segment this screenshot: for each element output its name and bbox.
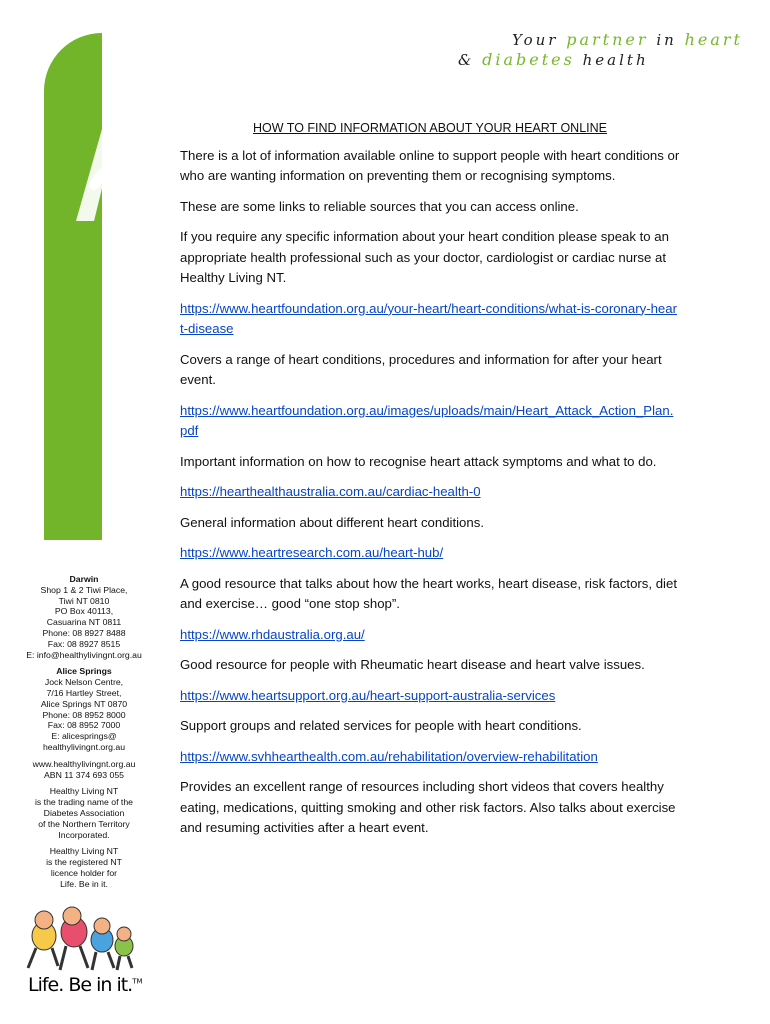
licence-line: licence holder for bbox=[50, 867, 118, 878]
family-mascot-icon bbox=[22, 906, 137, 978]
darwin-line: PO Box 40113, bbox=[54, 606, 114, 617]
licence-line: Life. Be in it. bbox=[60, 878, 108, 889]
tagline-your: Your bbox=[512, 31, 559, 49]
resource-link-heart-attack-plan[interactable]: https://www.heartfoundation.org.au/images/uploads/main/Heart_Attack_Action_Plan.pdf bbox=[180, 402, 674, 438]
alice-line: 7/16 Hartley Street, bbox=[46, 687, 122, 698]
darwin-line: Tiwi NT 0810 bbox=[58, 595, 110, 606]
resource-description: Covers a range of heart conditions, procedures and information for after your heart event. bbox=[180, 351, 662, 387]
resource-description: A good resource that talks about how the heart works, heart disease, risk factors, diet and exercise… good “one stop shop”. bbox=[180, 575, 677, 611]
resource-description: Important information on how to recognise heart attack symptoms and what to do. bbox=[180, 453, 657, 469]
brand-wordmark bbox=[95, 126, 153, 523]
tagline-heart: heart bbox=[684, 30, 743, 49]
wordmark-healthy: healthy bbox=[95, 342, 153, 523]
contact-sidebar bbox=[20, 574, 148, 890]
wordmark-nt: NT bbox=[95, 126, 153, 193]
resource-description: Provides an excellent range of resources including short videos that covers healthy eating, medications, quitting smoking and other risk factors. Also talks about exercise and resuming activities after a heart event. bbox=[180, 779, 676, 835]
alice-line: Alice Springs NT 0870 bbox=[40, 698, 128, 709]
trading-line: is the trading name of the bbox=[34, 797, 134, 808]
tagline-partner: partner bbox=[566, 30, 649, 49]
intro-paragraph: There is a lot of information available online to support people with heart conditions or who are wanting information on preventing them or recognising symptoms. bbox=[180, 147, 680, 183]
trading-line: Healthy Living NT bbox=[49, 786, 119, 797]
resource-link-heartfoundation-chd[interactable]: https://www.heartfoundation.org.au/your-heart/heart-conditions/what-is-coronary-heart-disease bbox=[180, 300, 677, 336]
life-logo-text: Life. Be in it. bbox=[28, 974, 133, 996]
abn: ABN 11 374 693 055 bbox=[43, 769, 125, 780]
alice-line: Jock Nelson Centre, bbox=[44, 677, 124, 688]
tagline-line-2 bbox=[452, 50, 752, 70]
alice-heading: Alice Springs bbox=[56, 666, 112, 677]
resource-link-heartsupport[interactable]: https://www.heartsupport.org.au/heart-support-australia-services bbox=[180, 687, 556, 703]
tagline-diabetes: diabetes bbox=[482, 50, 575, 69]
resource-link-hearthealthaustralia[interactable]: https://hearthealthaustralia.com.au/cardiac-health-0 bbox=[180, 484, 481, 499]
trading-line: Diabetes Association bbox=[43, 807, 125, 818]
advice-paragraph: If you require any specific information about your heart condition please speak to an appropriate health professional such as your doctor, cardiologist or cardiac nurse at Healthy Living NT. bbox=[180, 229, 669, 285]
resource-link-heartresearch[interactable]: https://www.heartresearch.com.au/heart-hub/ bbox=[180, 545, 444, 560]
tagline-in: in bbox=[656, 31, 677, 49]
alice-email-domain[interactable]: healthylivingnt.org.au bbox=[42, 741, 126, 752]
darwin-fax: Fax: 08 8927 8515 bbox=[47, 638, 121, 649]
document-body bbox=[180, 118, 680, 849]
resource-link-rhdaustralia[interactable]: https://www.rhdaustralia.org.au/ bbox=[180, 626, 365, 642]
trading-line: Incorporated. bbox=[58, 829, 110, 840]
tagline bbox=[452, 30, 752, 70]
website-link[interactable]: www.healthylivingnt.org.au bbox=[32, 758, 136, 769]
links-intro-paragraph: These are some links to reliable sources that you can access online. bbox=[180, 198, 579, 214]
trading-line: of the Northern Territory bbox=[38, 818, 130, 829]
resource-description: Good resource for people with Rheumatic heart disease and heart valve issues. bbox=[180, 657, 645, 672]
life-be-in-it-logo bbox=[28, 974, 143, 996]
alice-email[interactable]: E: alicesprings@ bbox=[51, 731, 117, 742]
trademark: TM bbox=[132, 977, 143, 986]
page-title: HOW TO FIND INFORMATION ABOUT YOUR HEART ONLINE bbox=[253, 121, 607, 135]
alice-fax: Fax: 08 8952 7000 bbox=[47, 720, 121, 731]
darwin-phone: Phone: 08 8927 8488 bbox=[42, 627, 126, 638]
brand-banner bbox=[44, 33, 153, 540]
tagline-ampersand: & bbox=[458, 51, 475, 69]
tagline-line-1 bbox=[452, 30, 752, 50]
licence-line: is the registered NT bbox=[46, 857, 122, 868]
resource-description: General information about different heart conditions. bbox=[180, 514, 484, 530]
wordmark-living: living bbox=[95, 192, 153, 343]
darwin-line: Casuarina NT 0811 bbox=[46, 617, 122, 628]
darwin-email[interactable]: E: info@healthylivingnt.org.au bbox=[26, 649, 142, 660]
alice-phone: Phone: 08 8952 8000 bbox=[42, 709, 126, 720]
licence-line: Healthy Living NT bbox=[49, 846, 119, 857]
tagline-health: health bbox=[582, 51, 649, 69]
resource-description: Support groups and related services for people with heart conditions. bbox=[180, 718, 582, 733]
darwin-line: Shop 1 & 2 Tiwi Place, bbox=[40, 584, 128, 595]
darwin-heading: Darwin bbox=[69, 574, 99, 584]
resource-link-svhhearthealth[interactable]: https://www.svhhearthealth.com.au/rehabilitation/overview-rehabilitation bbox=[180, 748, 598, 764]
